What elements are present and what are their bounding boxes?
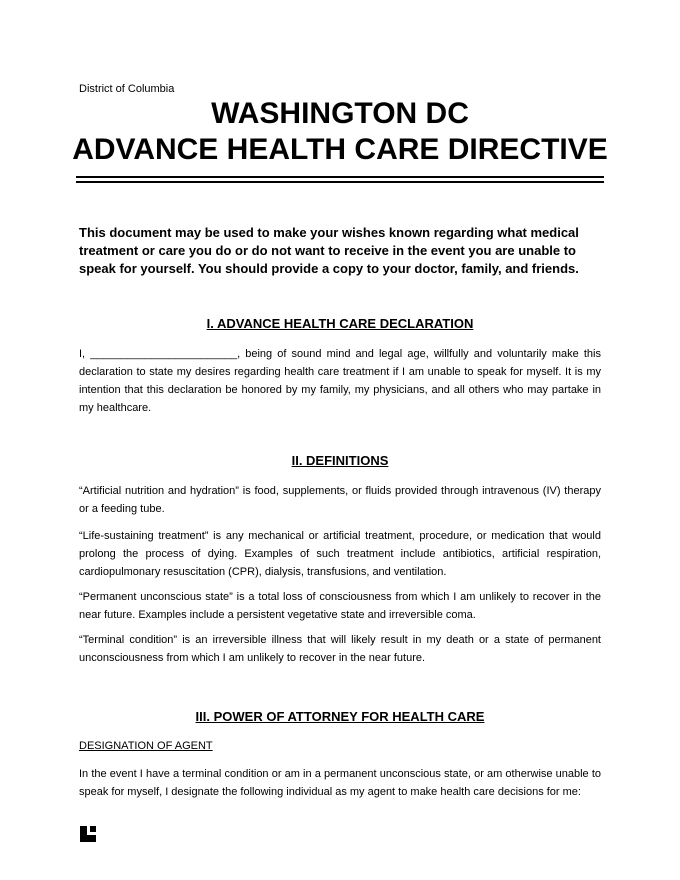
section3-heading: III. POWER OF ATTORNEY FOR HEALTH CARE [195, 709, 485, 724]
definition-item: “Life-sustaining treatment” is any mechanical or artificial treatment, procedure, or medication that would prolong the process of dying. Examples of such treatment include antibiotics, artificial respiration, cardiopulmonary resuscitation (CPR), dialysis, transfusions, and ventilation. [79, 530, 601, 578]
definition-item: “Artificial nutrition and hydration” is food, supplements, or fluids provided through intravenous (IV) therapy or a feeding tube. [79, 485, 601, 515]
jurisdiction-label: District of Columbia [79, 83, 175, 95]
title-divider-top [76, 176, 604, 178]
section2-heading: II. DEFINITIONS [291, 453, 389, 468]
intro-paragraph: This document may be used to make your wishes known regarding what medical treatment or care you do or do not want to receive in the event you are unable to speak for yourself. You should provide a copy to your doctor, family, and friends. [79, 225, 579, 276]
document-title-line2: ADVANCE HEALTH CARE DIRECTIVE [72, 133, 608, 166]
section1-paragraph [79, 345, 601, 417]
designation-of-agent-subheading: DESIGNATION OF AGENT [79, 740, 213, 752]
declarant-name-blank[interactable]: ________________________ [90, 348, 238, 360]
title-divider-bottom [76, 181, 604, 183]
brand-logo-icon [80, 826, 96, 842]
declarant-prefix: I, [79, 348, 86, 360]
definition-item: “Permanent unconscious state” is a total loss of consciousness from which I am unlikely to recover in the near future. Examples include a persistent vegetative state and irreversible coma. [79, 591, 601, 621]
definition-item: “Terminal condition” is an irreversible illness that will likely result in my death or a state of permanent unconsciousness from which I am unlikely to recover in the near future. [79, 634, 601, 664]
document-title-line1: WASHINGTON DC [211, 97, 469, 130]
section1-heading: I. ADVANCE HEALTH CARE DECLARATION [206, 316, 474, 331]
declaration-text: , being of sound mind and legal age, willfully and voluntarily make this declaration to state my desires regarding health care treatment if I am unable to speak for myself. It is my intention that this declaration be honored by my family, my physicians, and all others who may partake in my healthcare. [79, 348, 601, 414]
section3-paragraph: In the event I have a terminal condition or am in a permanent unconscious state, or am otherwise unable to speak for myself, I designate the following individual as my agent to make health care decisions for me: [79, 768, 601, 798]
